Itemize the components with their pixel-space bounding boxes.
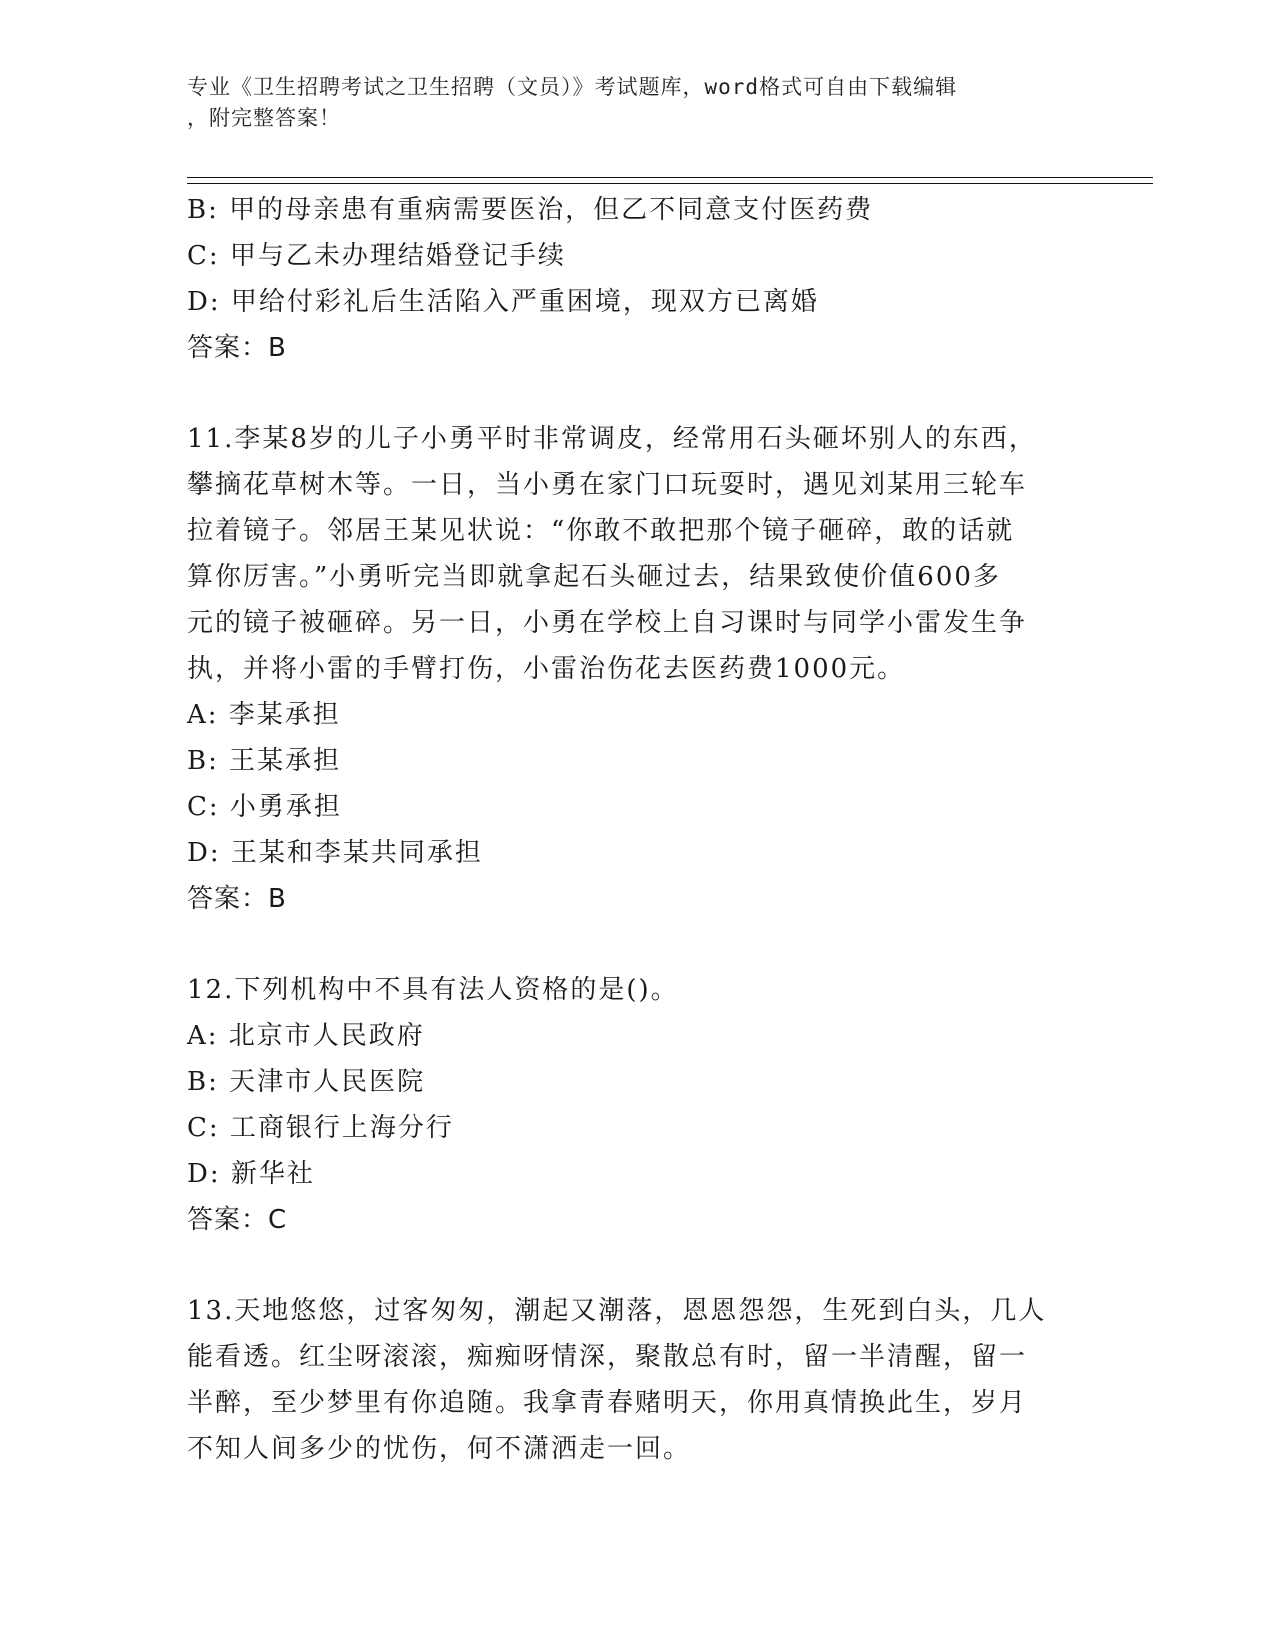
question-text-line: 11.李某8岁的儿子小勇平时非常调皮，经常用石头砸坏别人的东西， [187,424,1037,454]
option-d: D: 王某和李某共同承担 [187,838,483,868]
question-text-line: 半醉，至少梦里有你追随。我拿青春赌明天，你用真情换此生，岁月 [187,1388,1028,1418]
question-text-line: 元的镜子被砸碎。另一日，小勇在学校上自习课时与同学小雷发生争 [187,608,1028,638]
question-text-line: 不知人间多少的忧伤，何不潇洒走一回。 [187,1434,692,1464]
question-13 [187,1288,1067,1472]
question-text-line: 拉着镜子。邻居王某见状说：“你敢不敢把那个镜子砸碎，敢的话就 [187,516,1015,546]
answer-line: 答案：B [187,333,287,363]
option-b: B: 王某承担 [187,746,342,776]
option-c: C: 小勇承担 [187,792,342,822]
option-c: C: 工商银行上海分行 [187,1113,454,1143]
question-text-line: 12.下列机构中不具有法人资格的是()。 [187,975,679,1005]
header-line-2: ，附完整答案！ [187,106,341,130]
document-body [187,187,1067,1472]
spacer [187,371,1067,416]
spacer [187,1243,1067,1288]
question-text-line: 13.天地悠悠，过客匆匆，潮起又潮落，恩恩怨怨，生死到白头，几人 [187,1296,1047,1326]
header-divider-top [187,177,1153,178]
answer-line: 答案：B [187,884,287,914]
option-b: B: 甲的母亲患有重病需要医治，但乙不同意支付医药费 [187,195,874,225]
document-header [187,72,1067,134]
option-a: A: 李某承担 [187,700,341,730]
header-line-1: 专业《卫生招聘考试之卫生招聘（文员）》考试题库，word格式可自由下载编辑 [187,75,958,99]
answer-line: 答案：C [187,1205,288,1235]
option-d: D: 新华社 [187,1159,315,1189]
spacer [187,922,1067,967]
question-12 [187,967,1067,1243]
option-a: A: 北京市人民政府 [187,1021,425,1051]
question-10 [187,187,1067,371]
question-text-line: 攀摘花草树木等。一日，当小勇在家门口玩耍时，遇见刘某用三轮车 [187,470,1028,500]
question-text-line: 能看透。红尘呀滚滚，痴痴呀情深，聚散总有时，留一半清醒，留一 [187,1342,1028,1372]
question-11 [187,416,1067,922]
question-text-line: 执，并将小雷的手臂打伤，小雷治伤花去医药费1000元。 [187,654,906,684]
question-text-line: 算你厉害。”小勇听完当即就拿起石头砸过去，结果致使价值600多 [187,562,1001,592]
option-d: D: 甲给付彩礼后生活陷入严重困境，现双方已离婚 [187,287,819,317]
header-divider-bottom [187,183,1153,184]
option-c: C: 甲与乙未办理结婚登记手续 [187,241,566,271]
option-b: B: 天津市人民医院 [187,1067,426,1097]
